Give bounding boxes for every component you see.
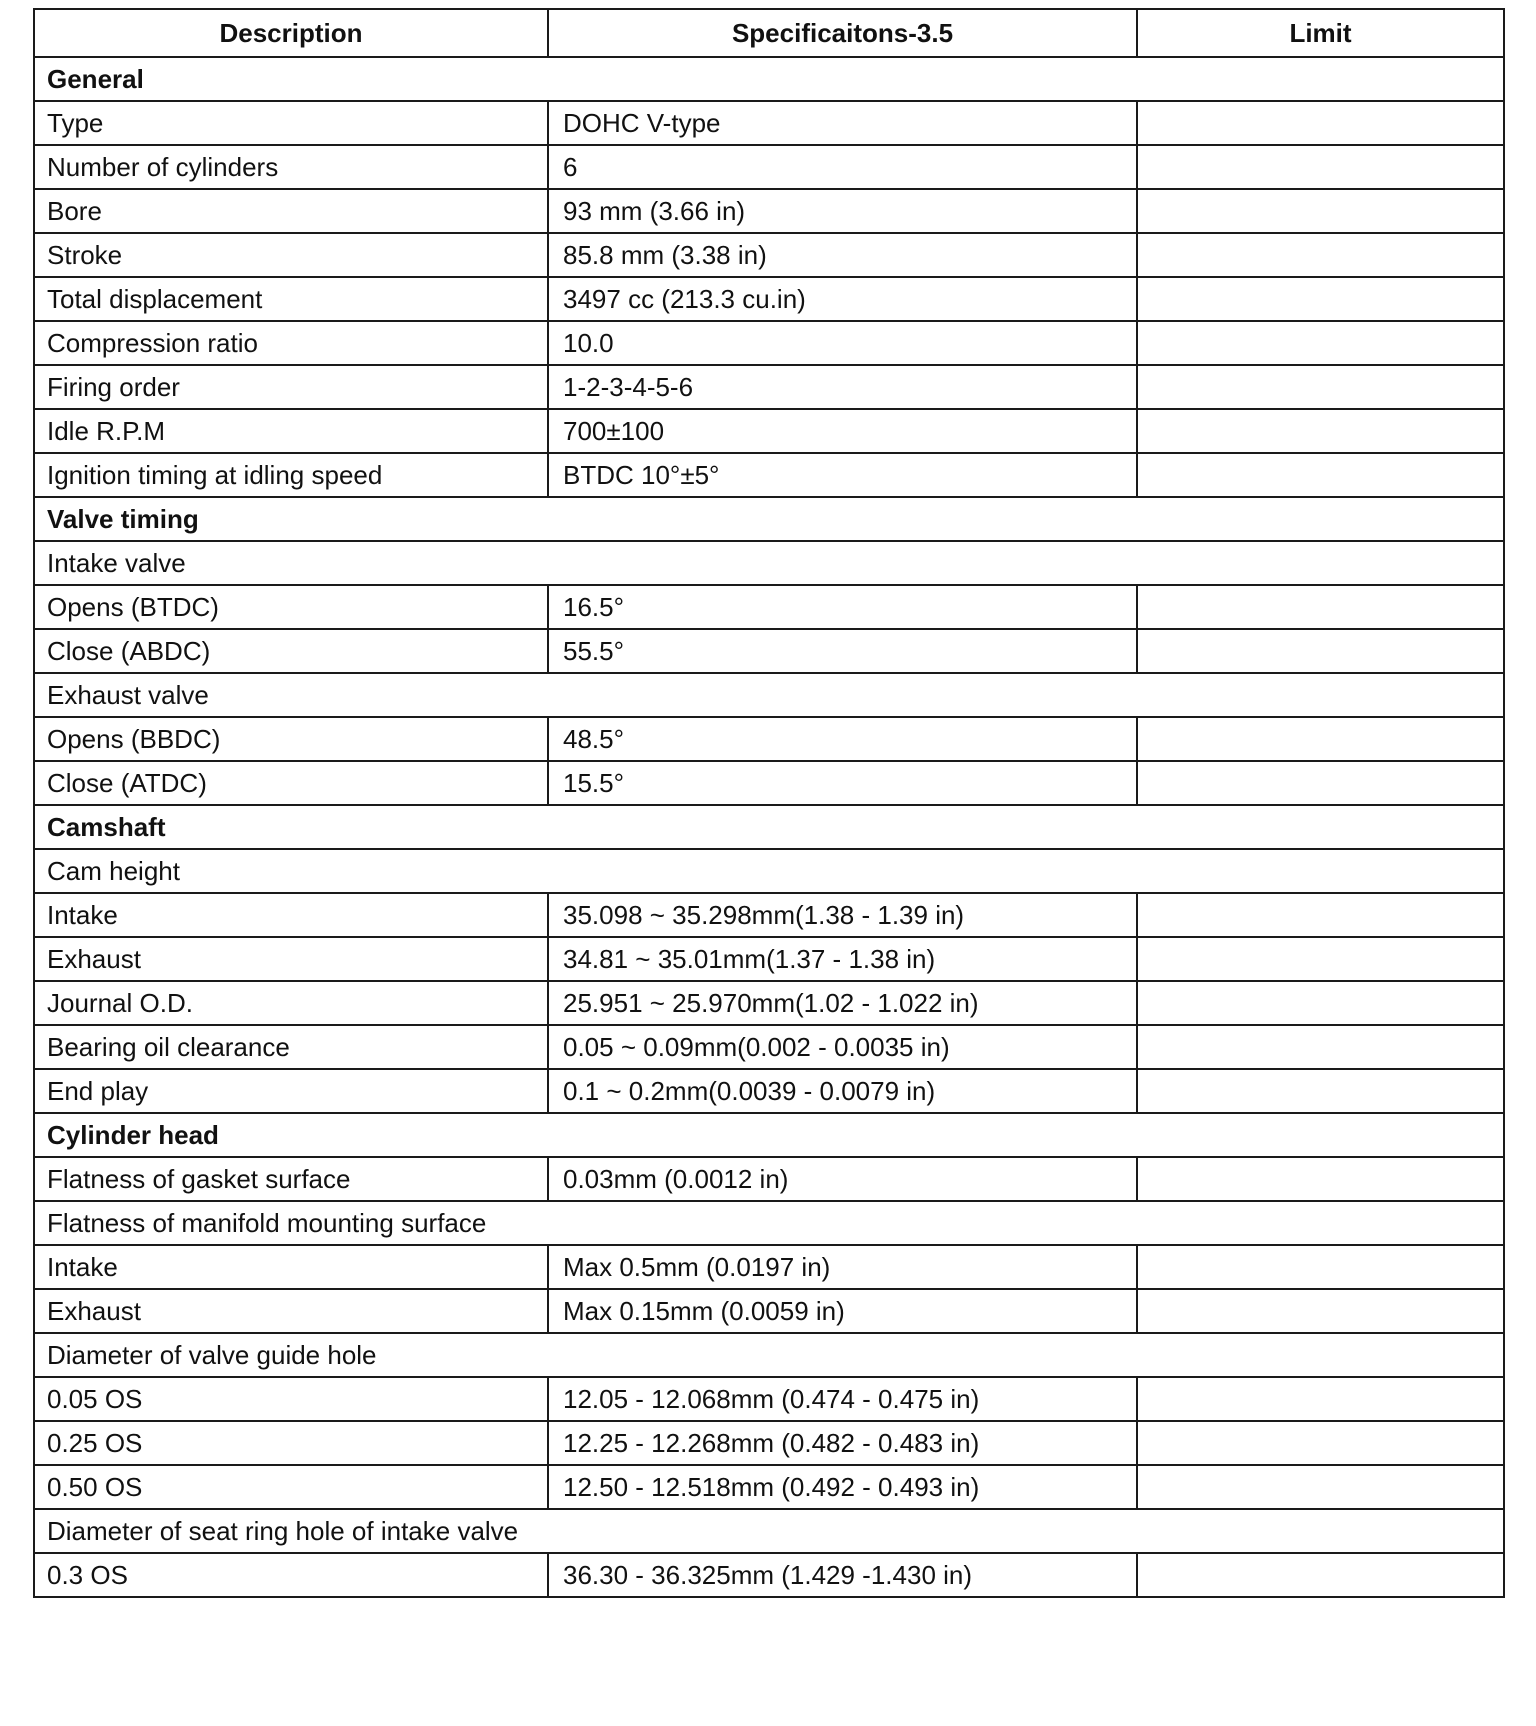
table-row bbox=[34, 629, 1504, 673]
row-specification: 35.098 ~ 35.298mm(1.38 - 1.39 in) bbox=[548, 893, 1137, 937]
row-specification: 1-2-3-4-5-6 bbox=[548, 365, 1137, 409]
section-row bbox=[34, 497, 1504, 541]
row-limit bbox=[1137, 409, 1504, 453]
row-description: Opens (BTDC) bbox=[34, 585, 548, 629]
subsection-row bbox=[34, 1201, 1504, 1245]
row-limit bbox=[1137, 1157, 1504, 1201]
subsection-heading: Diameter of valve guide hole bbox=[34, 1333, 1504, 1377]
header-limit: Limit bbox=[1137, 9, 1504, 57]
row-specification: 85.8 mm (3.38 in) bbox=[548, 233, 1137, 277]
row-specification: 0.1 ~ 0.2mm(0.0039 - 0.0079 in) bbox=[548, 1069, 1137, 1113]
table-row bbox=[34, 1157, 1504, 1201]
row-specification: DOHC V-type bbox=[548, 101, 1137, 145]
row-specification: 25.951 ~ 25.970mm(1.02 - 1.022 in) bbox=[548, 981, 1137, 1025]
row-description: Ignition timing at idling speed bbox=[34, 453, 548, 497]
row-specification: 3497 cc (213.3 cu.in) bbox=[548, 277, 1137, 321]
row-description: 0.05 OS bbox=[34, 1377, 548, 1421]
row-description: Firing order bbox=[34, 365, 548, 409]
row-specification: Max 0.15mm (0.0059 in) bbox=[548, 1289, 1137, 1333]
row-specification: 34.81 ~ 35.01mm(1.37 - 1.38 in) bbox=[548, 937, 1137, 981]
row-limit bbox=[1137, 321, 1504, 365]
table-row bbox=[34, 1289, 1504, 1333]
section-heading: General bbox=[34, 57, 1504, 101]
subsection-heading: Flatness of manifold mounting surface bbox=[34, 1201, 1504, 1245]
table-row bbox=[34, 101, 1504, 145]
row-limit bbox=[1137, 1421, 1504, 1465]
row-description: 0.25 OS bbox=[34, 1421, 548, 1465]
section-heading: Cylinder head bbox=[34, 1113, 1504, 1157]
row-specification: 0.05 ~ 0.09mm(0.002 - 0.0035 in) bbox=[548, 1025, 1137, 1069]
subsection-row bbox=[34, 1509, 1504, 1553]
row-limit bbox=[1137, 717, 1504, 761]
subsection-heading: Cam height bbox=[34, 849, 1504, 893]
table-row bbox=[34, 1069, 1504, 1113]
table-row bbox=[34, 145, 1504, 189]
table-row bbox=[34, 1465, 1504, 1509]
row-specification: 36.30 - 36.325mm (1.429 -1.430 in) bbox=[548, 1553, 1137, 1597]
section-row bbox=[34, 57, 1504, 101]
row-limit bbox=[1137, 761, 1504, 805]
section-row bbox=[34, 1113, 1504, 1157]
row-specification: 15.5° bbox=[548, 761, 1137, 805]
table-row bbox=[34, 1245, 1504, 1289]
row-specification: Max 0.5mm (0.0197 in) bbox=[548, 1245, 1137, 1289]
row-limit bbox=[1137, 101, 1504, 145]
row-description: Flatness of gasket surface bbox=[34, 1157, 548, 1201]
row-specification: 55.5° bbox=[548, 629, 1137, 673]
row-specification: 10.0 bbox=[548, 321, 1137, 365]
table-row bbox=[34, 1553, 1504, 1597]
section-heading: Camshaft bbox=[34, 805, 1504, 849]
table-row bbox=[34, 233, 1504, 277]
row-limit bbox=[1137, 585, 1504, 629]
row-limit bbox=[1137, 629, 1504, 673]
section-heading: Valve timing bbox=[34, 497, 1504, 541]
row-limit bbox=[1137, 1465, 1504, 1509]
subsection-row bbox=[34, 849, 1504, 893]
row-specification: 16.5° bbox=[548, 585, 1137, 629]
table-row bbox=[34, 893, 1504, 937]
table-row bbox=[34, 981, 1504, 1025]
row-limit bbox=[1137, 453, 1504, 497]
subsection-heading: Exhaust valve bbox=[34, 673, 1504, 717]
row-limit bbox=[1137, 233, 1504, 277]
table-row bbox=[34, 1377, 1504, 1421]
table-row bbox=[34, 321, 1504, 365]
row-description: Compression ratio bbox=[34, 321, 548, 365]
subsection-row bbox=[34, 541, 1504, 585]
table-row bbox=[34, 409, 1504, 453]
row-specification: 12.50 - 12.518mm (0.492 - 0.493 in) bbox=[548, 1465, 1137, 1509]
table-row bbox=[34, 937, 1504, 981]
row-specification: 0.03mm (0.0012 in) bbox=[548, 1157, 1137, 1201]
row-limit bbox=[1137, 937, 1504, 981]
row-description: Stroke bbox=[34, 233, 548, 277]
row-limit bbox=[1137, 1069, 1504, 1113]
row-limit bbox=[1137, 893, 1504, 937]
row-specification: 12.05 - 12.068mm (0.474 - 0.475 in) bbox=[548, 1377, 1137, 1421]
row-limit bbox=[1137, 189, 1504, 233]
row-limit bbox=[1137, 1245, 1504, 1289]
row-description: Exhaust bbox=[34, 1289, 548, 1333]
spec-table bbox=[33, 8, 1505, 1598]
table-row bbox=[34, 277, 1504, 321]
subsection-heading: Intake valve bbox=[34, 541, 1504, 585]
row-limit bbox=[1137, 145, 1504, 189]
subsection-row bbox=[34, 1333, 1504, 1377]
row-specification: 6 bbox=[548, 145, 1137, 189]
row-description: Close (ABDC) bbox=[34, 629, 548, 673]
header-specifications: Specificaitons-3.5 bbox=[548, 9, 1137, 57]
section-row bbox=[34, 805, 1504, 849]
table-row bbox=[34, 365, 1504, 409]
row-description: Bearing oil clearance bbox=[34, 1025, 548, 1069]
row-limit bbox=[1137, 1377, 1504, 1421]
row-description: Exhaust bbox=[34, 937, 548, 981]
table-row bbox=[34, 761, 1504, 805]
table-row bbox=[34, 585, 1504, 629]
table-body bbox=[34, 57, 1504, 1597]
subsection-heading: Diameter of seat ring hole of intake valve bbox=[34, 1509, 1504, 1553]
row-limit bbox=[1137, 365, 1504, 409]
row-limit bbox=[1137, 1025, 1504, 1069]
row-specification: 48.5° bbox=[548, 717, 1137, 761]
row-limit bbox=[1137, 981, 1504, 1025]
row-description: Idle R.P.M bbox=[34, 409, 548, 453]
row-description: End play bbox=[34, 1069, 548, 1113]
row-limit bbox=[1137, 1289, 1504, 1333]
row-description: Close (ATDC) bbox=[34, 761, 548, 805]
row-description: Bore bbox=[34, 189, 548, 233]
row-limit bbox=[1137, 277, 1504, 321]
row-description: Intake bbox=[34, 1245, 548, 1289]
row-description: Number of cylinders bbox=[34, 145, 548, 189]
table-row bbox=[34, 717, 1504, 761]
table-row bbox=[34, 1421, 1504, 1465]
row-specification: 93 mm (3.66 in) bbox=[548, 189, 1137, 233]
row-description: Type bbox=[34, 101, 548, 145]
table-row bbox=[34, 189, 1504, 233]
row-description: 0.3 OS bbox=[34, 1553, 548, 1597]
table-header-row bbox=[34, 9, 1504, 57]
row-specification: 12.25 - 12.268mm (0.482 - 0.483 in) bbox=[548, 1421, 1137, 1465]
row-description: Intake bbox=[34, 893, 548, 937]
row-specification: BTDC 10°±5° bbox=[548, 453, 1137, 497]
row-specification: 700±100 bbox=[548, 409, 1137, 453]
header-description: Description bbox=[34, 9, 548, 57]
table-row bbox=[34, 1025, 1504, 1069]
row-description: Total displacement bbox=[34, 277, 548, 321]
row-description: Journal O.D. bbox=[34, 981, 548, 1025]
row-description: 0.50 OS bbox=[34, 1465, 548, 1509]
subsection-row bbox=[34, 673, 1504, 717]
row-limit bbox=[1137, 1553, 1504, 1597]
row-description: Opens (BBDC) bbox=[34, 717, 548, 761]
table-row bbox=[34, 453, 1504, 497]
